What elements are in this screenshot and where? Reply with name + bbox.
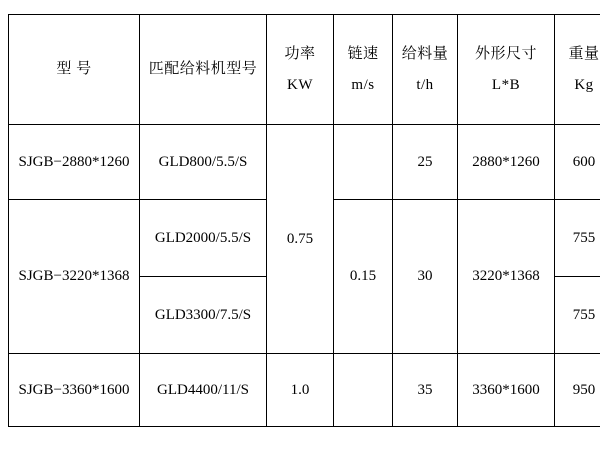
specification-table <box>8 14 600 427</box>
cell-model: SJGB−3360*1600 <box>9 354 140 427</box>
cell-feeder-model: GLD2000/5.5/S <box>140 200 267 277</box>
column-header-power-line1: 功率 <box>284 46 316 63</box>
column-header-capacity-line2: t/h <box>416 76 434 93</box>
table-body <box>9 125 600 427</box>
cell-power: 1.0 <box>267 354 334 427</box>
column-header-chain-speed-line1: 链速 <box>347 46 379 63</box>
column-header-chain-speed <box>334 15 393 125</box>
column-header-dimension-line1: 外形尺寸 <box>474 46 537 63</box>
column-header-model <box>9 15 140 125</box>
column-header-feeder-model <box>140 15 267 125</box>
column-header-weight <box>555 15 600 125</box>
cell-weight: 600 <box>555 125 600 200</box>
cell-feeder-model: GLD4400/11/S <box>140 354 267 427</box>
cell-weight: 755 <box>555 200 600 277</box>
table-header <box>9 15 600 125</box>
column-header-dimension <box>458 15 555 125</box>
column-header-capacity <box>393 15 458 125</box>
cell-capacity: 25 <box>393 125 458 200</box>
cell-power: 0.75 <box>267 125 334 354</box>
cell-weight: 950 <box>555 354 600 427</box>
column-header-feeder-model-line1: 匹配给料机型号 <box>148 61 258 78</box>
cell-chain-speed: 0.15 <box>334 200 393 354</box>
column-header-model-line1: 型 号 <box>56 61 92 78</box>
column-header-chain-speed-line2: m/s <box>351 76 375 93</box>
column-header-weight-line1: 重量 <box>568 46 600 63</box>
cell-feeder-model: GLD3300/7.5/S <box>140 277 267 354</box>
header-row <box>9 15 600 125</box>
cell-capacity: 30 <box>393 200 458 354</box>
cell-feeder-model: GLD800/5.5/S <box>140 125 267 200</box>
cell-dimension: 3360*1600 <box>458 354 555 427</box>
column-header-power <box>267 15 334 125</box>
column-header-dimension-line2: L*B <box>491 76 521 93</box>
column-header-capacity-line1: 给料量 <box>401 46 449 63</box>
cell-dimension: 3220*1368 <box>458 200 555 354</box>
table-row <box>9 125 600 200</box>
cell-capacity: 35 <box>393 354 458 427</box>
cell-model: SJGB−2880*1260 <box>9 125 140 200</box>
cell-dimension: 2880*1260 <box>458 125 555 200</box>
cell-model: SJGB−3220*1368 <box>9 200 140 354</box>
cell-chain-speed-empty <box>334 354 393 427</box>
column-header-weight-line2: Kg <box>574 76 594 93</box>
cell-weight: 755 <box>555 277 600 354</box>
table-row <box>9 354 600 427</box>
cell-chain-speed-empty <box>334 125 393 200</box>
column-header-power-line2: KW <box>287 76 313 93</box>
